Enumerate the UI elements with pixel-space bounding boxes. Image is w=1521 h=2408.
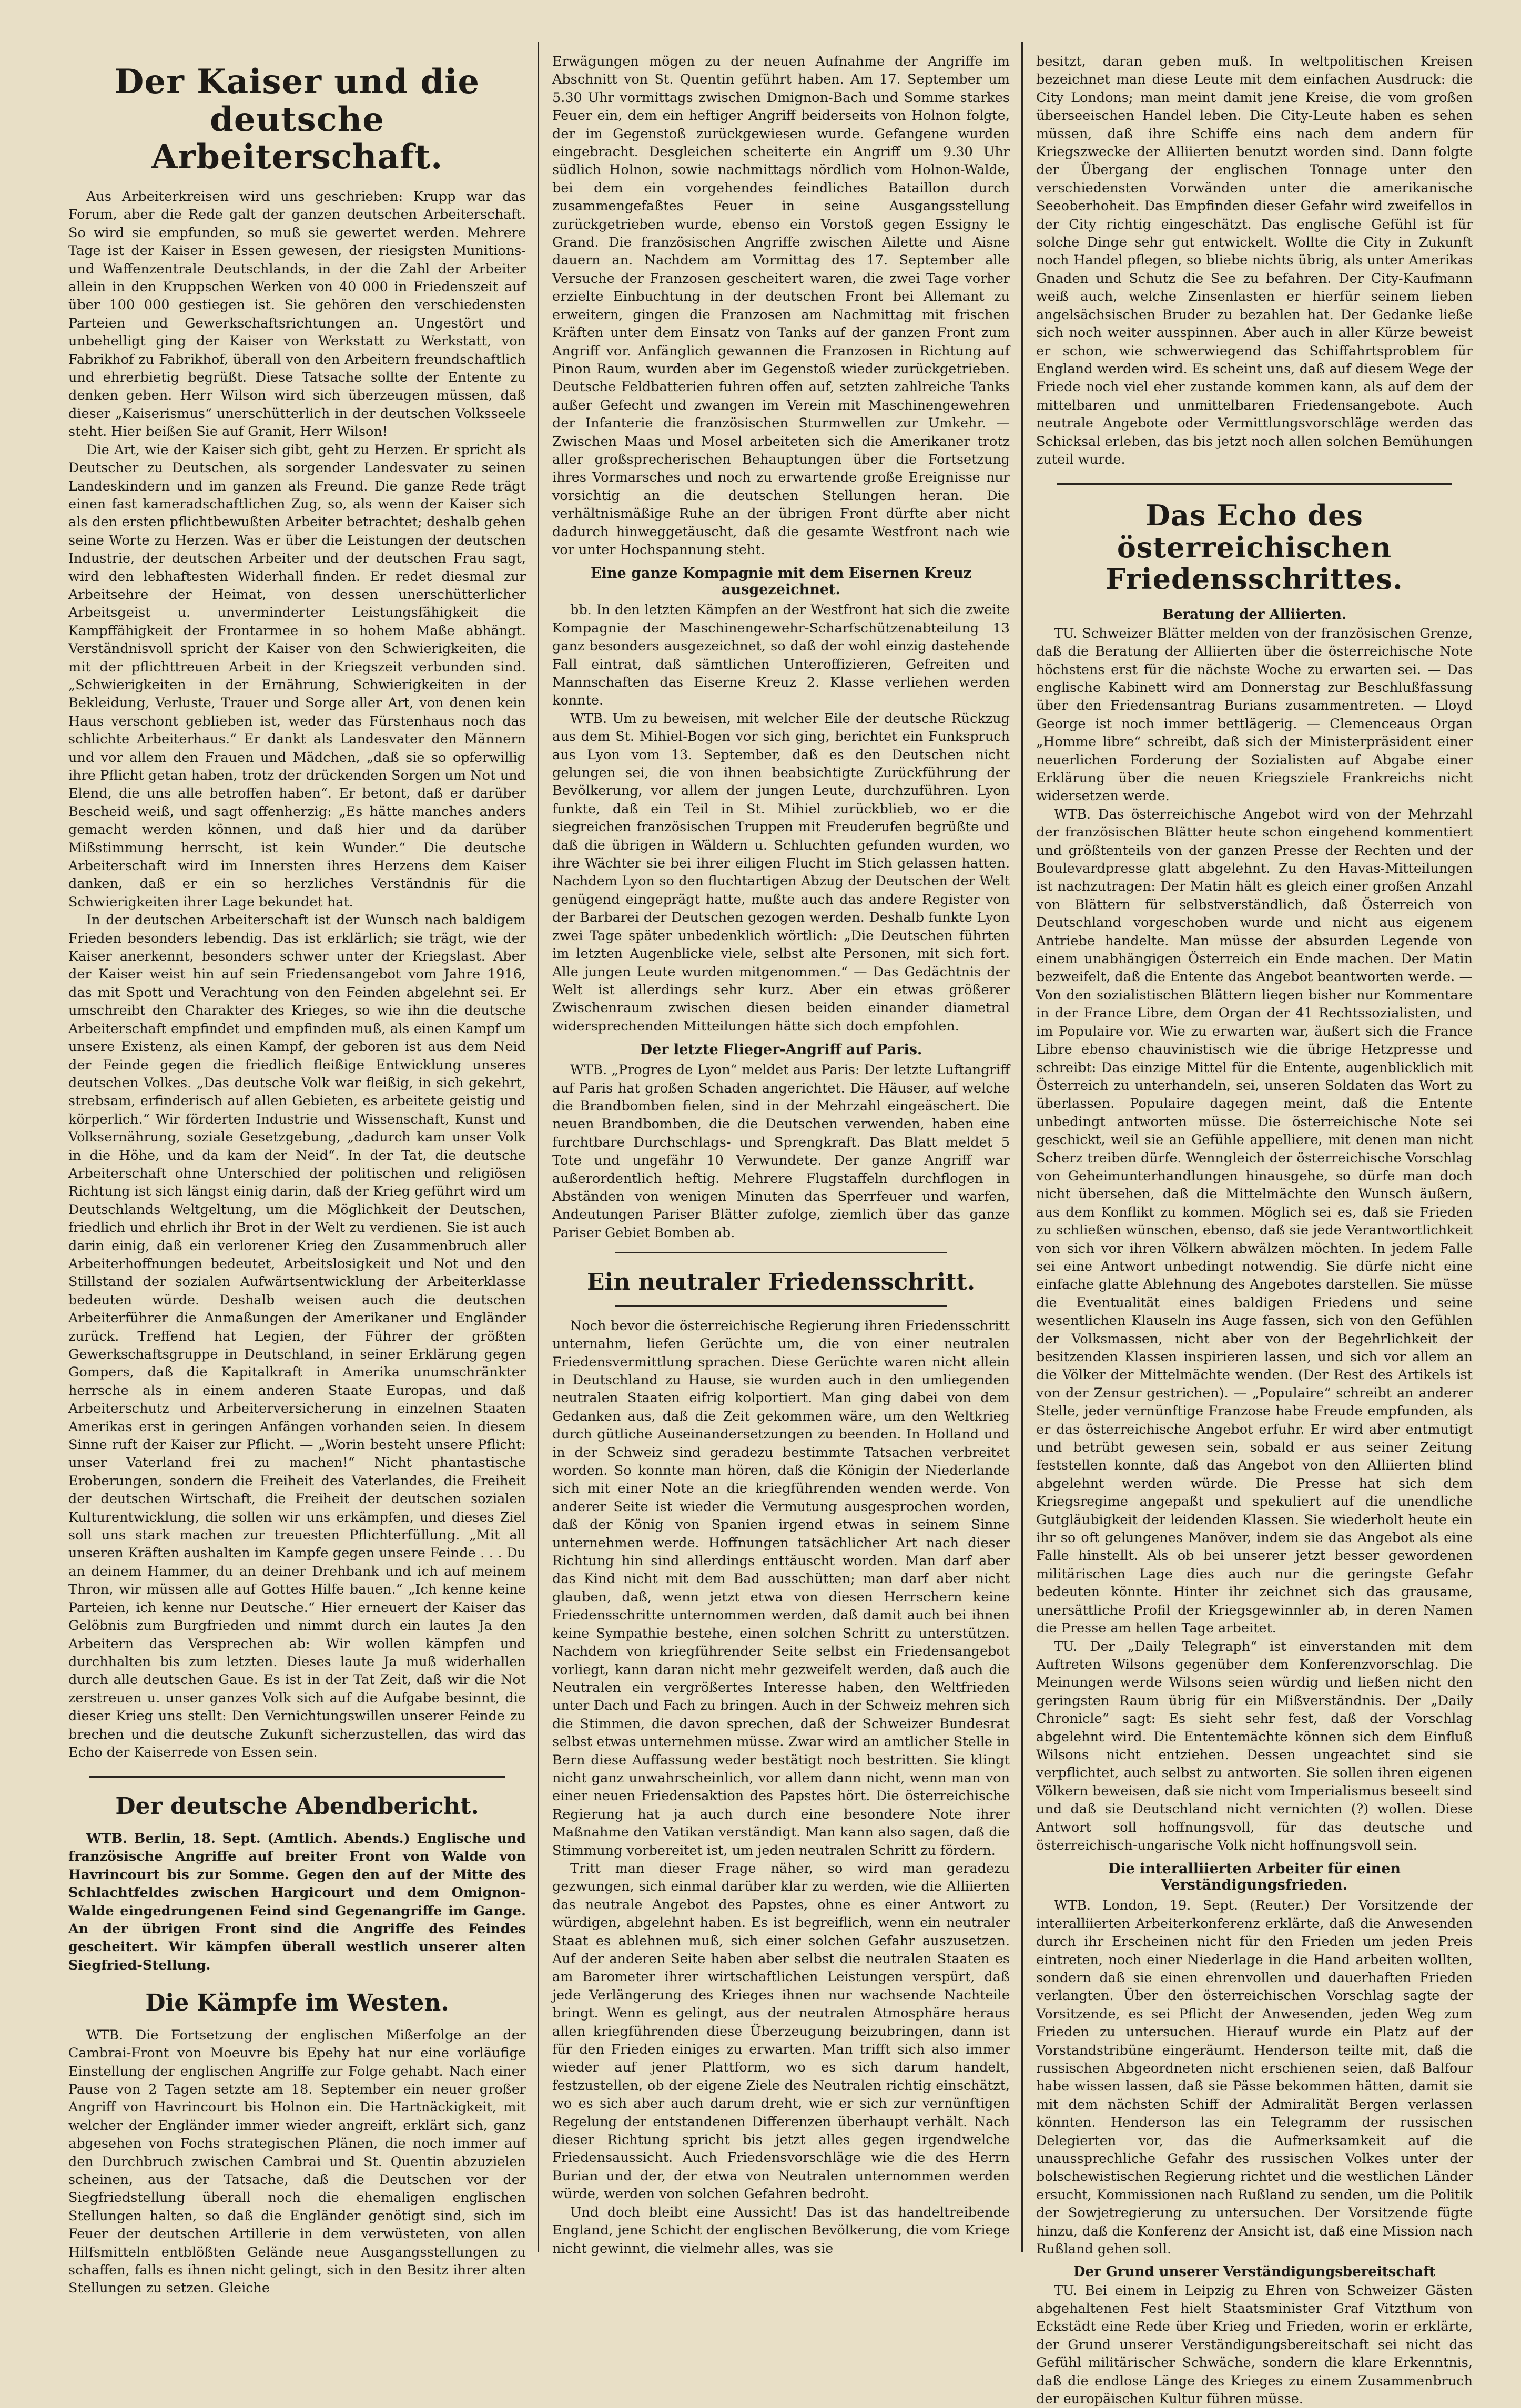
article-paragraph: Und doch bleibt eine Aussicht! Das ist das handeltreibende England, jene Schicht der englischen Bevölkerung, die vom Kriege nicht gewinnt, die vielmehr alles, was sie	[552, 2203, 1010, 2258]
section-divider	[615, 1305, 947, 1307]
article-paragraph: WTB. Die Fortsetzung der englischen Mißerfolge an der Cambrai-Front von Moeuvre bis Epehy hat nur eine vorläufige Einstellung der englischen Angriffe zur Folge gehabt. Nach einer Pause von 2 Tagen setzte am 18. September ein neuer großer Angriff von Havrincourt bis Holnon ein. Die Hartnäckigkeit, mit welcher der Engländer immer wieder angreift, erklärt sich, ganz abgesehen von Fochs strategischen Plänen, die noch immer auf den Durchbruch zwischen Cambrai und St. Quentin abzuzielen scheinen, aus der Tatsache, daß die Deutschen vor der Siegfriedstellung überall noch die ehemaligen englischen Stellungen halten, so daß die Engländer genötigt sind, sich im Feuer der deutschen Artillerie in dem verwüsteten, von allen Hilfsmitteln entblößten Gelände neue Ausgangsstellungen zu schaffen, falls es ihnen nicht gelingt, sich in den Besitz ihrer alten Stellungen zu setzen. Gleiche	[68, 2026, 526, 2298]
article-paragraph: TU. Schweizer Blätter melden von der französischen Grenze, daß die Beratung der Alliierten über die österreichische Note höchstens erst für die nächste Woche zu erwarten sei. — Das englische Kabinett wird am Donnerstag zur Beschlußfassung über den Friedensantrag Burians zusammentreten. — Lloyd George ist noch immer bettlägerig. — Clemenceaus Organ „Homme libre“ schreibt, daß sich der Ministerpräsident einer neuerlichen Forderung der Sozialisten auf Abgabe einer Erklärung über die neuen Kriegsziele Frankreichs nicht widersetzen werde.	[1036, 625, 1473, 805]
column-rule	[538, 42, 539, 2252]
article-subheadline: Die interalliierten Arbeiter für einen Verständigungsfrieden.	[1036, 1861, 1473, 1893]
article-paragraph: WTB. Berlin, 18. Sept. (Amtlich. Abends.) Englische und französische Angriffe auf breiter Front von Walde von Havrincourt bis zur Somme. Gegen den auf der Mitte des Schlachtfeldes zwischen Hargicourt und dem Omignon-Walde eingedrungenen Feind sind Gegenangriffe im Gange. An der übrigen Front sind die Angriffe des Feindes gescheitert. Wir kämpfen überall westlich unserer alten Siegfried-Stellung.	[68, 1830, 526, 1974]
article-paragraph: WTB. „Progres de Lyon“ meldet aus Paris: Der letzte Luftangriff auf Paris hat großen Schaden angerichtet. Die Häuser, auf welche die Brandbomben fielen, sind in der Mehrzahl eingeäschert. Die neuen Brandbomben, die die Deutschen verwenden, haben eine furchtbare Durchschlags- und Sprengkraft. Das Blatt meldet 5 Tote und ungefähr 10 Verwundete. Der ganze Angriff war außerordentlich heftig. Mehrere Flugstaffeln durchflogen in Abständen von wenigen Minuten das Sperrfeuer und warfen, Andeutungen Pariser Blätter zufolge, ziemlich über das ganze Pariser Gebiet Bomben ab.	[552, 1061, 1010, 1242]
article-subheadline: Der letzte Flieger-Angriff auf Paris.	[552, 1042, 1010, 1058]
article-headline: Der Kaiser und die deutsche Arbeiterschaft.	[68, 63, 526, 176]
article-paragraph: Tritt man dieser Frage näher, so wird man geradezu gezwungen, sich einmal darüber klar zu werden, wie die Alliierten das neutrale Angebot des Papstes, ohne es einer Antwort zu würdigen, abgelehnt haben. Es ist begreiflich, wenn ein neutraler Staat es ablehnen muß, sich einer solchen Gefahr auszusetzen. Auf der anderen Seite haben aber selbst die neutralen Staaten es am Barometer ihrer wirtschaftlichen Leistungen verspürt, daß jede Verlängerung des Krieges ihnen nur wachsende Nachteile bringt. Wenn es gelingt, aus der neutralen Atmosphäre heraus allen kriegführenden diese Überzeugung beizubringen, dann ist für den Frieden einiges zu erwarten. Man trifft sich also immer wieder auf jener Plattform, wo es sich darum handelt, festzustellen, ob der eigene Ziele des Neutralen richtig einschätzt, wo es sich aber auch darum dreht, wie er sich zur vernünftigen Regelung der entstandenen Differenzen überhaupt verhält. Nach dieser Richtung spricht bis jetzt alles gegen irgendwelche Friedensaussicht. Auch Friedensvorschläge wie die des Herrn Burian und der, der etwa von Neutralen unternommen werden würde, werden von solchen Gefahren bedroht.	[552, 1860, 1010, 2203]
column-2	[552, 53, 1010, 2247]
article-paragraph: besitzt, daran geben muß. In weltpolitischen Kreisen bezeichnet man diese Leute mit dem einfachen Ausdruck: die City Londons; man meint damit jene Kreise, die vom großen überseeischen Handel leben. Die City-Leute haben es sehen müssen, daß ihre Schiffe eins nach dem andern für Kriegszwecke der Alliierten benutzt worden sind. Dann folgte der Übergang der englischen Tonnage unter den verschiedensten Vorwänden unter die amerikanische Seeoberhoheit. Das Empfinden dieser Gefahr wird zweifellos in der City richtig eingeschätzt. Das englische Gefühl ist für solche Dinge sehr gut entwickelt. Wollte die City in Zukunft noch Handel pflegen, so bliebe nichts übrig, als unter Amerikas Gnaden und Schutz die See zu befahren. Der City-Kaufmann weiß auch, welche Zinsenlasten er hierfür seinem lieben angelsächsischen Bruder zu bezahlen hat. Der Gedanke ließe sich noch weiter ausspinnen. Aber auch in aller Kürze beweist er schon, wie schwerwiegend das Schiffahrtsproblem für England werden wird. Es scheint uns, daß auf diesem Wege der Friede noch viel eher zustande kommen kann, als auf dem der mittelbaren und unmittelbaren Friedensangebote. Auch neutrale Angebote oder Vermittlungsvorschläge werden das Schicksal erleben, das bis jetzt noch allen solchen Bemühungen zuteil wurde.	[1036, 53, 1473, 468]
article-subheadline: Der Grund unserer Verständigungsbereitschaft	[1036, 2264, 1473, 2280]
article-subheadline: Eine ganze Kompagnie mit dem Eisernen Kreuz ausgezeichnet.	[552, 565, 1010, 598]
article-headline: Die Kämpfe im Westen.	[68, 1990, 526, 2017]
section-divider	[89, 1776, 505, 1778]
article-headline: Das Echo des österreichischen Friedensschrittes.	[1036, 499, 1473, 595]
section-divider	[615, 1252, 947, 1253]
column-rule	[1021, 42, 1023, 2252]
article-paragraph: WTB. Das österreichische Angebot wird von der Mehrzahl der französischen Blätter heute schon eingehend kommentiert und größtenteils von der ganzen Presse der Rechten und der Boulevardpresse glatt abgelehnt. Zu den Havas-Mitteilungen ist nachzutragen: Der Matin hält es gleich einer großen Anzahl von Blättern für selbstverständlich, daß Österreich von Deutschland vorgeschoben wurde und nicht aus eigenem Antriebe handelte. Man müsse der absurden Legende von einem unabhängigen Österreich ein Ende machen. Der Matin bezweifelt, daß die Entente das Angebot beantworten werde. — Von den sozialistischen Blättern liegen bisher nur Kommentare in der France Libre, dem Organ der 41 Rechtssozialisten, und im Populaire vor. Wie zu erwarten war, äußert sich die France Libre ebenso chauvinistisch wie die übrige Hetzpresse und schreibt: Das einzige Mittel für die Entente, augenblicklich mit Österreich zu unterhandeln, sei, unseren Soldaten das Wort zu überlassen. Populaire dagegen meint, daß die Entente unbedingt antworten müsse. Die österreichische Note sei geschickt, weil sie an Gefühle appelliere, mit denen man nicht Scherz treiben dürfe. Wenngleich der österreichische Vorschlag von Geheimunterhandlungen hinausgehe, so dürfe man doch nicht übersehen, daß die Mittelmächte den Wunsch äußern, aus dem Konflikt zu kommen. Möglich sei es, daß sie Frieden zu schließen wünschen, ebenso, daß sie jede Verantwortlichkeit von sich vor ihren Völkern abwälzen möchten. In jedem Falle sei eine Antwort unbedingt notwendig. Sie dürfe nicht eine einfache glatte Ablehnung des Angebotes darstellen. Sie müsse die Eventualität eines baldigen Friedens und seine wesentlichen Klauseln ins Auge fassen, sich von den Gefühlen der Volksmassen, nicht aber von der Begehrlichkeit der besitzenden Klassen inspirieren lassen, und sich vor allem an die Völker der Mittelmächte wenden. (Der Rest des Artikels ist von der Zensur gestrichen). — „Populaire“ schreibt an anderer Stelle, jeder vernünftige Franzose habe Freude empfunden, als er das österreichische Angebot erfuhr. Er wird aber entmutigt und betrübt gewesen sein, sobald er aus seiner Zeitung feststellen konnte, daß das Angebot von den Alliierten blind abgelehnt werden würde. Die Presse hat sich dem Kriegsregime angepaßt und spekuliert auf die unendliche Gutgläubigkeit der leidenden Klassen. Sie wiederholt heute ein ihr so oft gelungenes Manöver, indem sie das Angebot als eine Falle hinstellt. Als ob bei unserer jetzt besser gewordenen militärischen Lage dies auch nur die geringste Gefahr bedeuten könnte. Hinter ihr zeichnet sich das grausame, unersättliche Profil der Kriegsgewinnler ab, in deren Namen die Presse am hellen Tage arbeitet.	[1036, 805, 1473, 1638]
article-paragraph: Erwägungen mögen zu der neuen Aufnahme der Angriffe im Abschnitt von St. Quentin geführt haben. Am 17. September um 5.30 Uhr vormittags zwischen Dmignon-Bach und Somme starkes Feuer ein, dem ein heftiger Angriff beiderseits von Holnon folgte, der im Gegenstoß zurückgewiesen wurde. Gefangene wurden eingebracht. Desgleichen scheiterte ein Angriff um 9.30 Uhr südlich Holnon, sowie nachmittags nördlich vom Holnon-Walde, bei dem ein vorgehendes feindliches Bataillon durch zusammengefaßtes Feuer in seine Ausgangsstellung zurückgetrieben wurde, ebenso ein Vorstoß gegen Essigny le Grand. Die französischen Angriffe zwischen Ailette und Aisne dauern an. Nachdem am Vormittag des 17. September alle Versuche der Franzosen gescheitert waren, die zwei Tage vorher erzielte Einbuchtung in der deutschen Front bei Allemant zu erweitern, gingen die Franzosen am Nachmittag mit frischen Kräften unter dem Einsatz von Tanks auf der ganzen Front zum Angriff vor. Anfänglich gewannen die Franzosen in Richtung auf Pinon Raum, wurden aber im Gegenstoß wieder zurückgetrieben. Deutsche Feldbatterien fuhren offen auf, setzten zahlreiche Tanks außer Gefecht und zwangen im Verein mit Maschinengewehren der Infanterie die französischen Sturmwellen zur Umkehr. — Zwischen Maas und Mosel arbeiteten sich die Amerikaner trotz aller großsprecherischen Behauptungen über die Fortsetzung ihres Vormarsches und noch zu erwartende große Ereignisse nur vorsichtig an die deutschen Stellungen heran. Die verhältnismäßige Ruhe an der übrigen Front dürfte aber nicht dadurch hinweggetäuscht, daß die gesamte Westfront nach wie vor unter Hochspannung steht.	[552, 53, 1010, 559]
article-paragraph: In der deutschen Arbeiterschaft ist der Wunsch nach baldigem Frieden besonders lebendig. Das ist erklärlich; sie trägt, wie der Kaiser anerkennt, besonders schwer unter der Kriegslast. Aber der Kaiser weist hin auf sein Friedensangebot vom Jahre 1916, das mit Spott und Verachtung von den Feinden abgelehnt sei. Er umschreibt den Charakter des Krieges, so wie ihn die deutsche Arbeiterschaft empfindet und empfinden muß, als einen Kampf um unsere Existenz, als einen Kampf, der geboren ist aus dem Neid der Feinde gegen die friedlich fleißige Entwicklung unseres deutschen Volkes. „Das deutsche Volk war fleißig, in sich gekehrt, strebsam, erfinderisch auf allen Gebieten, es arbeitete geistig und körperlich.“ Wir förderten Industrie und Wissenschaft, Kunst und Volksernährung, soziale Gesetzgebung, „dadurch kam unser Volk in die Höhe, und da kam der Neid“. In der Tat, die deutsche Arbeiterschaft ohne Unterschied der politischen und religiösen Richtung ist sich längst einig darin, daß der Krieg geführt wird um Deutschlands Weltgeltung, um die Möglichkeit der Deutschen, friedlich und ehrlich ihr Brot in der Welt zu verdienen. Sie ist auch darin einig, daß ein verlorener Krieg den Zusammenbruch aller Arbeiterhoffnungen bedeutet, Arbeitslosigkeit und Not und den Stillstand der sozialen Aufwärtsentwicklung der Arbeiterklasse bedeuten würde. Deshalb weisen auch die deutschen Arbeiterführer die Anmaßungen der Amerikaner und Engländer zurück. Treffend hat Legien, der Führer der größten Gewerkschaftsgruppe in Deutschland, in seiner Erklärung gegen Gompers, daß die Kapitalkraft in Amerika unumschränkter herrsche als in einem anderen Staate Europas, und daß Arbeiterschutz und Arbeiterversicherung in einzelnen Staaten Amerikas erst in geringen Anfängen vorhanden seien. In diesem Sinne ruft der Kaiser zur Pflicht. — „Worin besteht unsere Pflicht: unser Vaterland frei zu machen!“ Nicht phantastische Eroberungen, sondern die Freiheit des Vaterlandes, die Freiheit der deutschen Wirtschaft, die Freiheit der deutschen sozialen Kulturentwicklung, die sollen wir uns erkämpfen, und dieses Ziel soll uns stark machen zur treuesten Pflichterfüllung. „Mit all unseren Kräften aushalten im Kampfe gegen unsere Feinde . . . Du an deinem Hammer, du an deiner Drehbank und ich auf meinem Thron, wir müssen alle auf Gottes Hilfe bauen.“ „Ich kenne keine Parteien, ich kenne nur Deutsche.“ Hier erneuert der Kaiser das Gelöbnis zum Burgfrieden und nimmt durch ein lautes Ja den Arbeitern das Versprechen ab: Wir wollen kämpfen und durchhalten bis zum letzten. Dieses laute Ja muß widerhallen durch alle deutschen Gaue. Es ist in der Tat Zeit, daß wir die Not zerstreuen u. unser ganzes Volk sich auf die Aufgabe besinnt, die dieser Krieg uns stellt: Den Vernichtungswillen unserer Feinde zu brechen und die deutsche Zukunft sicherzustellen, das wird das Echo der Kaiserrede von Essen sein.	[68, 911, 526, 1761]
article-headline: Ein neutraler Friedensschritt.	[552, 1269, 1010, 1296]
article-paragraph: Aus Arbeiterkreisen wird uns geschrieben: Krupp war das Forum, aber die Rede galt der ganzen deutschen Arbeiterschaft. So wird sie empfunden, so muß sie gewertet werden. Mehrere Tage ist der Kaiser in Essen gewesen, der riesigsten Munitions- und Waffenzentrale Deutschlands, in der die Zahl der Arbeiter allein in den Kruppschen Werken von 40 000 in Friedenszeit auf über 100 000 gestiegen ist. Sie gehören den verschiedensten Parteien und Gewerkschaftsrichtungen an. Ungestört und unbehelligt ging der Kaiser von Werkstatt zu Werkstatt, von Fabrikhof zu Fabrikhof, überall von den Arbeitern freundschaftlich und ehrerbietig begrüßt. Diese Tatsache sollte der Entente zu denken geben. Herr Wilson wird sich überzeugen müssen, daß dieser „Kaiserismus“ unerschütterlich in der deutschen Volksseele steht. Hier beißen Sie auf Granit, Herr Wilson!	[68, 188, 526, 441]
article-subheadline: Beratung der Alliierten.	[1036, 607, 1473, 623]
article-paragraph: Die Art, wie der Kaiser sich gibt, geht zu Herzen. Er spricht als Deutscher zu Deutschen, als sorgender Landesvater zu seinen Landeskindern und im ganzen als Freund. Die ganze Rede trägt einen fast kameradschaftlichen Zug, so, als wenn der Kaiser sich als den ersten pflichtbewußten Arbeiter betrachtet; deshalb gehen seine Worte zu Herzen. Was er über die Leistungen der deutschen Industrie, der deutschen Arbeiter und der deutschen Frau sagt, wird den lebhaftesten Widerhall finden. Er redet diesmal zur Arbeitsehre der Heimat, von dessen unerschütterlicher Arbeitsgeist u. unverminderter Leistungsfähigkeit die Kampffähigkeit der Frontarmee in so hohem Maße abhängt. Verständnisvoll spricht der Kaiser von den Schwierigkeiten, die mit der pflichttreuen Arbeit in der Kriegszeit verbunden sind. „Schwierigkeiten in der Ernährung, Schwierigkeiten in der Bekleidung, Verluste, Trauer und Sorge aller Art, von denen kein Haus verschont geblieben ist, weder das Fürstenhaus noch das schlichte Arbeiterhaus.“ Er dankt als Landesvater den Männern und vor allem den Frauen und Mädchen, „daß sie so opferwillig ihre Pflicht getan haben, trotz der drückenden Sorgen um Not und Elend, die uns alle betroffen haben“. Er betont, daß er darüber Bescheid weiß, und sagt offenherzig: „Es hätte manches anders gemacht werden können, und daß hier und da darüber Mißstimmung herrscht, ist kein Wunder.“ Die deutsche Arbeiterschaft wird im Innersten ihres Herzens dem Kaiser danken, daß er ein so herzliches Verständnis für die Schwierigkeiten ihrer Lage bekundet hat.	[68, 441, 526, 912]
article-paragraph: Noch bevor die österreichische Regierung ihren Friedensschritt unternahm, liefen Gerüchte um, die von einer neutralen Friedensvermittlung sprachen. Diese Gerüchte waren nicht allein in Deutschland zu Hause, sie wurden auch in den umliegenden neutralen Staaten eifrig kolportiert. Man ging dabei von dem Gedanken aus, daß die Zeit gekommen wäre, um den Weltkrieg durch gütliche Auseinandersetzungen zu beenden. In Holland und in der Schweiz sind geradezu bestimmte Tatsachen verbreitet worden. So konnte man hören, daß die Königin der Niederlande sich mit einer Note an die kriegführenden wenden werde. Von anderer Seite ist wieder die Vermutung ausgesprochen worden, daß der König von Spanien irgend etwas in seinem Sinne unternehmen werde. Hoffnungen tatsächlicher Art nach dieser Richtung hin sind allerdings enttäuscht worden. Man darf aber das Kind nicht mit dem Bad ausschütten; man darf aber nicht glauben, daß, wenn jetzt etwa von diesen Herrschern keine Friedensschritte unternommen werden, daß damit auch bei ihnen keine Sympathie bestehe, einen solchen Schritt zu unterstützen. Nachdem von kriegführender Seite selbst ein Friedensangebot vorliegt, kann daran nicht mehr gezweifelt werden, daß auch die Neutralen ein vergrößertes Interesse haben, den Weltfrieden unter Dach und Fach zu bringen. Auch in der Schweiz mehren sich die Stimmen, die davon sprechen, daß der Schweizer Bundesrat selbst etwas unternehmen müsse. Zwar wird an amtlicher Stelle in Bern diese Auffassung weder bestätigt noch bestritten. Sie klingt nicht ganz unwahrscheinlich, vor allem dann nicht, wenn man von einer neuen Friedensaktion des Papstes hört. Die österreichische Regierung hat ja auch durch eine besondere Note ihrer Maßnahme den Vatikan verständigt. Man kann also sagen, daß die Stimmung vorbereitet ist, um jeden neutralen Schritt zu fördern.	[552, 1317, 1010, 1860]
article-paragraph: bb. In den letzten Kämpfen an der Westfront hat sich die zweite Kompagnie der Maschinengewehr-Scharfschützenabteilung 13 ganz besonders ausgezeichnet, so daß der wohl einzig dastehende Fall eintrat, daß sämtlichen Unteroffizieren, Gefreiten und Mannschaften das Eiserne Kreuz 2. Klasse verliehen werden konnte.	[552, 601, 1010, 709]
article-paragraph: TU. Der „Daily Telegraph“ ist einverstanden mit dem Auftreten Wilsons gegenüber dem Konferenzvorschlag. Die Meinungen werde Wilsons seien würdig und ließen nicht den geringsten Raum übrig für ein Mißverständnis. Der „Daily Chronicle“ sagt: Es sieht sehr fest, daß der Vorschlag abgelehnt wird. Die Ententemächte können sich dem Einfluß Wilsons nicht entziehen. Dessen ungeachtet sind sie verpflichtet, auch selbst zu antworten. Sie sollen ihren eigenen Völkern beweisen, daß sie nicht vom Imperialismus beseelt sind und daß sie Deutschland nicht vernichten (?) wollen. Diese Antwort soll hoffnungsvoll, für das deutsche und österreichisch-ungarische Volk nicht hoffnungsvoll sein.	[1036, 1638, 1473, 1855]
article-paragraph: TU. Bei einem in Leipzig zu Ehren von Schweizer Gästen abgehaltenen Fest hielt Staatsminister Graf Vitzthum von Eckstädt eine Rede über Krieg und Frieden, worin er erklärte, der Grund unserer Verständigungsbereitschaft sei nicht das Gefühl militärischer Schwäche, sondern die klare Erkenntnis, daß die endlose Länge des Krieges zu einem Zusammenbruch der europäischen Kultur führen müsse.	[1036, 2282, 1473, 2408]
article-paragraph: WTB. Um zu beweisen, mit welcher Eile der deutsche Rückzug aus dem St. Mihiel-Bogen vor sich ging, berichtet ein Funkspruch aus Lyon vom 13. September, daß es den Deutschen nicht gelungen sei, die von ihnen beabsichtigte Zurückführung der Bevölkerung, vor allem der jungen Leute, durchzuführen. Lyon funkte, daß ein Teil in St. Mihiel zurückblieb, wo er die siegreichen französischen Truppen mit Freuderufen begrüßte und daß die übrigen in Wäldern u. Schluchten gefunden wurden, wo ihre Wächter sie bei ihrer eiligen Flucht im Stich gelassen hatten. Nachdem Lyon so den fluchtartigen Abzug der Deutschen der Welt genügend eingeprägt hatte, mußte auch das andere Register von der Barbarei der Deutschen gezogen werden. Deshalb funkte Lyon zwei Tage später unbedenklich wörtlich: „Die Deutschen führten im letzten Augenblicke viele, selbst alte Personen, mit sich fort. Alle jungen Leute wurden mitgenommen.“ — Das Gedächtnis der Welt ist allerdings sehr kurz. Aber ein etwas größerer Zwischenraum zwischen diesen beiden einander diametral widersprechenden Mitteilungen hätte sich doch empfohlen.	[552, 710, 1010, 1035]
column-3	[1036, 53, 1473, 2247]
article-paragraph: WTB. London, 19. Sept. (Reuter.) Der Vorsitzende der interalliierten Arbeiterkonferenz erklärte, daß die Anwesenden durch ihr Erscheinen nicht für den Frieden um jeden Preis eintreten, noch einer Niederlage in die Hand arbeiten wollten, sondern daß sie einen ehrenvollen und dauerhaften Frieden verlangten. Über den österreichischen Vorschlag sagte der Vorsitzende, es sei Pflicht der Anwesenden, jeden Weg zum Frieden zu untersuchen. Hierauf wurde ein Platz auf der Vorstandstribüne eingeräumt. Henderson teilte mit, daß die russischen Abgeordneten nicht erschienen seien, daß Balfour habe wissen lassen, daß sie Pässe bekommen hätten, damit sie mit dem nächsten Schiff der Admiralität Bergen verlassen könnten. Henderson las ein Telegramm der russischen Delegierten vor, das die Aufmerksamkeit auf die unaussprechliche Gefahr des russischen Volkes unter der bolschewistischen Regierung richtet und die westlichen Länder ersucht, Kommissionen nach Rußland zu senden, um die Politik der Sowjetregierung zu untersuchen. Der Vorsitzende fügte hinzu, daß die Konferenz der Ansicht ist, daß eine Mission nach Rußland gehen soll.	[1036, 1896, 1473, 2258]
column-1	[68, 53, 526, 2247]
section-divider	[1057, 483, 1452, 485]
article-headline: Der deutsche Abendbericht.	[68, 1793, 526, 1820]
